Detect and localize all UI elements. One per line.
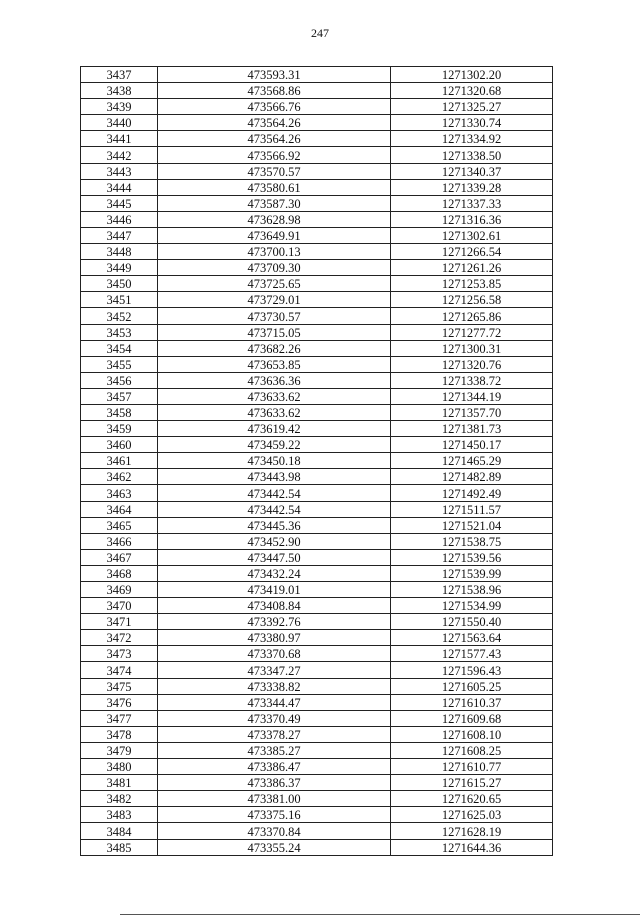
- x-coordinate-cell: 473636.36: [158, 372, 391, 388]
- point-number-cell: 3450: [81, 276, 158, 292]
- point-number-cell: 3463: [81, 485, 158, 501]
- point-number-cell: 3462: [81, 469, 158, 485]
- point-number-cell: 3437: [81, 67, 158, 83]
- page-number: 247: [311, 26, 329, 40]
- y-coordinate-cell: 1271253.85: [391, 276, 553, 292]
- x-coordinate-cell: 473649.91: [158, 227, 391, 243]
- table-row: [81, 453, 553, 469]
- point-number-cell: 3439: [81, 99, 158, 115]
- bottom-rule: [120, 914, 640, 915]
- y-coordinate-cell: 1271265.86: [391, 308, 553, 324]
- y-coordinate-cell: 1271563.64: [391, 630, 553, 646]
- y-coordinate-cell: 1271381.73: [391, 421, 553, 437]
- y-coordinate-cell: 1271539.56: [391, 549, 553, 565]
- table-row: [81, 276, 553, 292]
- x-coordinate-cell: 473338.82: [158, 678, 391, 694]
- y-coordinate-cell: 1271620.65: [391, 791, 553, 807]
- table-row: [81, 324, 553, 340]
- point-number-cell: 3485: [81, 839, 158, 855]
- x-coordinate-cell: 473682.26: [158, 340, 391, 356]
- y-coordinate-cell: 1271608.10: [391, 726, 553, 742]
- table-row: [81, 791, 553, 807]
- x-coordinate-cell: 473452.90: [158, 533, 391, 549]
- point-number-cell: 3449: [81, 260, 158, 276]
- point-number-cell: 3481: [81, 775, 158, 791]
- y-coordinate-cell: 1271300.31: [391, 340, 553, 356]
- table-row: [81, 115, 553, 131]
- table-row: [81, 195, 553, 211]
- table-row: [81, 469, 553, 485]
- point-number-cell: 3440: [81, 115, 158, 131]
- y-coordinate-cell: 1271521.04: [391, 517, 553, 533]
- point-number-cell: 3445: [81, 195, 158, 211]
- y-coordinate-cell: 1271302.20: [391, 67, 553, 83]
- point-number-cell: 3471: [81, 614, 158, 630]
- y-coordinate-cell: 1271625.03: [391, 807, 553, 823]
- point-number-cell: 3480: [81, 759, 158, 775]
- table-row: [81, 549, 553, 565]
- table-row: [81, 67, 553, 83]
- table-row: [81, 147, 553, 163]
- x-coordinate-cell: 473385.27: [158, 742, 391, 758]
- x-coordinate-cell: 473566.92: [158, 147, 391, 163]
- table-row: [81, 372, 553, 388]
- point-number-cell: 3454: [81, 340, 158, 356]
- table-row: [81, 244, 553, 260]
- x-coordinate-cell: 473386.47: [158, 759, 391, 775]
- y-coordinate-cell: 1271256.58: [391, 292, 553, 308]
- x-coordinate-cell: 473730.57: [158, 308, 391, 324]
- table-row: [81, 775, 553, 791]
- x-coordinate-cell: 473570.57: [158, 163, 391, 179]
- table-row: [81, 678, 553, 694]
- table-row: [81, 759, 553, 775]
- table-row: [81, 437, 553, 453]
- point-number-cell: 3482: [81, 791, 158, 807]
- table-row: [81, 694, 553, 710]
- table-row: [81, 630, 553, 646]
- point-number-cell: 3484: [81, 823, 158, 839]
- point-number-cell: 3478: [81, 726, 158, 742]
- y-coordinate-cell: 1271539.99: [391, 565, 553, 581]
- y-coordinate-cell: 1271628.19: [391, 823, 553, 839]
- table-row: [81, 646, 553, 662]
- coordinate-table-body: [81, 67, 553, 856]
- x-coordinate-cell: 473432.24: [158, 565, 391, 581]
- y-coordinate-cell: 1271320.76: [391, 356, 553, 372]
- x-coordinate-cell: 473459.22: [158, 437, 391, 453]
- y-coordinate-cell: 1271344.19: [391, 388, 553, 404]
- table-row: [81, 839, 553, 855]
- y-coordinate-cell: 1271492.49: [391, 485, 553, 501]
- y-coordinate-cell: 1271339.28: [391, 179, 553, 195]
- table-row: [81, 211, 553, 227]
- y-coordinate-cell: 1271605.25: [391, 678, 553, 694]
- table-row: [81, 614, 553, 630]
- point-number-cell: 3447: [81, 227, 158, 243]
- y-coordinate-cell: 1271577.43: [391, 646, 553, 662]
- x-coordinate-cell: 473419.01: [158, 582, 391, 598]
- point-number-cell: 3451: [81, 292, 158, 308]
- y-coordinate-cell: 1271266.54: [391, 244, 553, 260]
- y-coordinate-cell: 1271338.72: [391, 372, 553, 388]
- x-coordinate-cell: 473375.16: [158, 807, 391, 823]
- point-number-cell: 3438: [81, 83, 158, 99]
- point-number-cell: 3441: [81, 131, 158, 147]
- x-coordinate-cell: 473408.84: [158, 598, 391, 614]
- x-coordinate-cell: 473564.26: [158, 131, 391, 147]
- point-number-cell: 3457: [81, 388, 158, 404]
- table-row: [81, 404, 553, 420]
- table-row: [81, 163, 553, 179]
- table-row: [81, 710, 553, 726]
- table-row: [81, 726, 553, 742]
- point-number-cell: 3474: [81, 662, 158, 678]
- table-row: [81, 485, 553, 501]
- y-coordinate-cell: 1271277.72: [391, 324, 553, 340]
- x-coordinate-cell: 473700.13: [158, 244, 391, 260]
- point-number-cell: 3453: [81, 324, 158, 340]
- y-coordinate-cell: 1271450.17: [391, 437, 553, 453]
- x-coordinate-cell: 473392.76: [158, 614, 391, 630]
- y-coordinate-cell: 1271325.27: [391, 99, 553, 115]
- y-coordinate-cell: 1271538.75: [391, 533, 553, 549]
- x-coordinate-cell: 473370.68: [158, 646, 391, 662]
- x-coordinate-cell: 473593.31: [158, 67, 391, 83]
- y-coordinate-cell: 1271550.40: [391, 614, 553, 630]
- point-number-cell: 3469: [81, 582, 158, 598]
- x-coordinate-cell: 473633.62: [158, 404, 391, 420]
- table-row: [81, 565, 553, 581]
- point-number-cell: 3466: [81, 533, 158, 549]
- table-row: [81, 99, 553, 115]
- table-row: [81, 501, 553, 517]
- x-coordinate-cell: 473725.65: [158, 276, 391, 292]
- point-number-cell: 3483: [81, 807, 158, 823]
- table-row: [81, 292, 553, 308]
- point-number-cell: 3446: [81, 211, 158, 227]
- x-coordinate-cell: 473566.76: [158, 99, 391, 115]
- y-coordinate-cell: 1271320.68: [391, 83, 553, 99]
- y-coordinate-cell: 1271338.50: [391, 147, 553, 163]
- point-number-cell: 3476: [81, 694, 158, 710]
- point-number-cell: 3460: [81, 437, 158, 453]
- point-number-cell: 3465: [81, 517, 158, 533]
- x-coordinate-cell: 473355.24: [158, 839, 391, 855]
- table-row: [81, 308, 553, 324]
- x-coordinate-cell: 473344.47: [158, 694, 391, 710]
- table-row: [81, 742, 553, 758]
- x-coordinate-cell: 473619.42: [158, 421, 391, 437]
- x-coordinate-cell: 473715.05: [158, 324, 391, 340]
- table-row: [81, 598, 553, 614]
- table-row: [81, 179, 553, 195]
- table-row: [81, 823, 553, 839]
- y-coordinate-cell: 1271596.43: [391, 662, 553, 678]
- point-number-cell: 3472: [81, 630, 158, 646]
- point-number-cell: 3448: [81, 244, 158, 260]
- x-coordinate-cell: 473447.50: [158, 549, 391, 565]
- y-coordinate-cell: 1271482.89: [391, 469, 553, 485]
- y-coordinate-cell: 1271340.37: [391, 163, 553, 179]
- y-coordinate-cell: 1271337.33: [391, 195, 553, 211]
- x-coordinate-cell: 473378.27: [158, 726, 391, 742]
- y-coordinate-cell: 1271608.25: [391, 742, 553, 758]
- point-number-cell: 3468: [81, 565, 158, 581]
- x-coordinate-cell: 473709.30: [158, 260, 391, 276]
- x-coordinate-cell: 473653.85: [158, 356, 391, 372]
- table-row: [81, 260, 553, 276]
- x-coordinate-cell: 473443.98: [158, 469, 391, 485]
- x-coordinate-cell: 473381.00: [158, 791, 391, 807]
- point-number-cell: 3443: [81, 163, 158, 179]
- point-number-cell: 3456: [81, 372, 158, 388]
- table-row: [81, 421, 553, 437]
- y-coordinate-cell: 1271330.74: [391, 115, 553, 131]
- x-coordinate-cell: 473564.26: [158, 115, 391, 131]
- y-coordinate-cell: 1271610.37: [391, 694, 553, 710]
- y-coordinate-cell: 1271609.68: [391, 710, 553, 726]
- y-coordinate-cell: 1271465.29: [391, 453, 553, 469]
- y-coordinate-cell: 1271538.96: [391, 582, 553, 598]
- table-row: [81, 517, 553, 533]
- y-coordinate-cell: 1271261.26: [391, 260, 553, 276]
- x-coordinate-cell: 473450.18: [158, 453, 391, 469]
- table-row: [81, 388, 553, 404]
- point-number-cell: 3473: [81, 646, 158, 662]
- table-row: [81, 662, 553, 678]
- x-coordinate-cell: 473380.97: [158, 630, 391, 646]
- y-coordinate-cell: 1271610.77: [391, 759, 553, 775]
- point-number-cell: 3477: [81, 710, 158, 726]
- point-number-cell: 3458: [81, 404, 158, 420]
- y-coordinate-cell: 1271534.99: [391, 598, 553, 614]
- point-number-cell: 3459: [81, 421, 158, 437]
- x-coordinate-cell: 473628.98: [158, 211, 391, 227]
- y-coordinate-cell: 1271644.36: [391, 839, 553, 855]
- point-number-cell: 3464: [81, 501, 158, 517]
- x-coordinate-cell: 473347.27: [158, 662, 391, 678]
- point-number-cell: 3470: [81, 598, 158, 614]
- point-number-cell: 3475: [81, 678, 158, 694]
- y-coordinate-cell: 1271511.57: [391, 501, 553, 517]
- coordinate-table: [80, 66, 553, 856]
- x-coordinate-cell: 473386.37: [158, 775, 391, 791]
- y-coordinate-cell: 1271334.92: [391, 131, 553, 147]
- point-number-cell: 3479: [81, 742, 158, 758]
- point-number-cell: 3442: [81, 147, 158, 163]
- y-coordinate-cell: 1271316.36: [391, 211, 553, 227]
- y-coordinate-cell: 1271302.61: [391, 227, 553, 243]
- x-coordinate-cell: 473442.54: [158, 485, 391, 501]
- y-coordinate-cell: 1271357.70: [391, 404, 553, 420]
- point-number-cell: 3467: [81, 549, 158, 565]
- x-coordinate-cell: 473580.61: [158, 179, 391, 195]
- x-coordinate-cell: 473370.49: [158, 710, 391, 726]
- x-coordinate-cell: 473445.36: [158, 517, 391, 533]
- x-coordinate-cell: 473442.54: [158, 501, 391, 517]
- x-coordinate-cell: 473370.84: [158, 823, 391, 839]
- point-number-cell: 3455: [81, 356, 158, 372]
- table-row: [81, 227, 553, 243]
- table-row: [81, 131, 553, 147]
- x-coordinate-cell: 473633.62: [158, 388, 391, 404]
- point-number-cell: 3444: [81, 179, 158, 195]
- table-row: [81, 340, 553, 356]
- x-coordinate-cell: 473587.30: [158, 195, 391, 211]
- x-coordinate-cell: 473729.01: [158, 292, 391, 308]
- table-row: [81, 807, 553, 823]
- table-row: [81, 83, 553, 99]
- x-coordinate-cell: 473568.86: [158, 83, 391, 99]
- point-number-cell: 3452: [81, 308, 158, 324]
- y-coordinate-cell: 1271615.27: [391, 775, 553, 791]
- table-row: [81, 533, 553, 549]
- point-number-cell: 3461: [81, 453, 158, 469]
- table-row: [81, 356, 553, 372]
- table-row: [81, 582, 553, 598]
